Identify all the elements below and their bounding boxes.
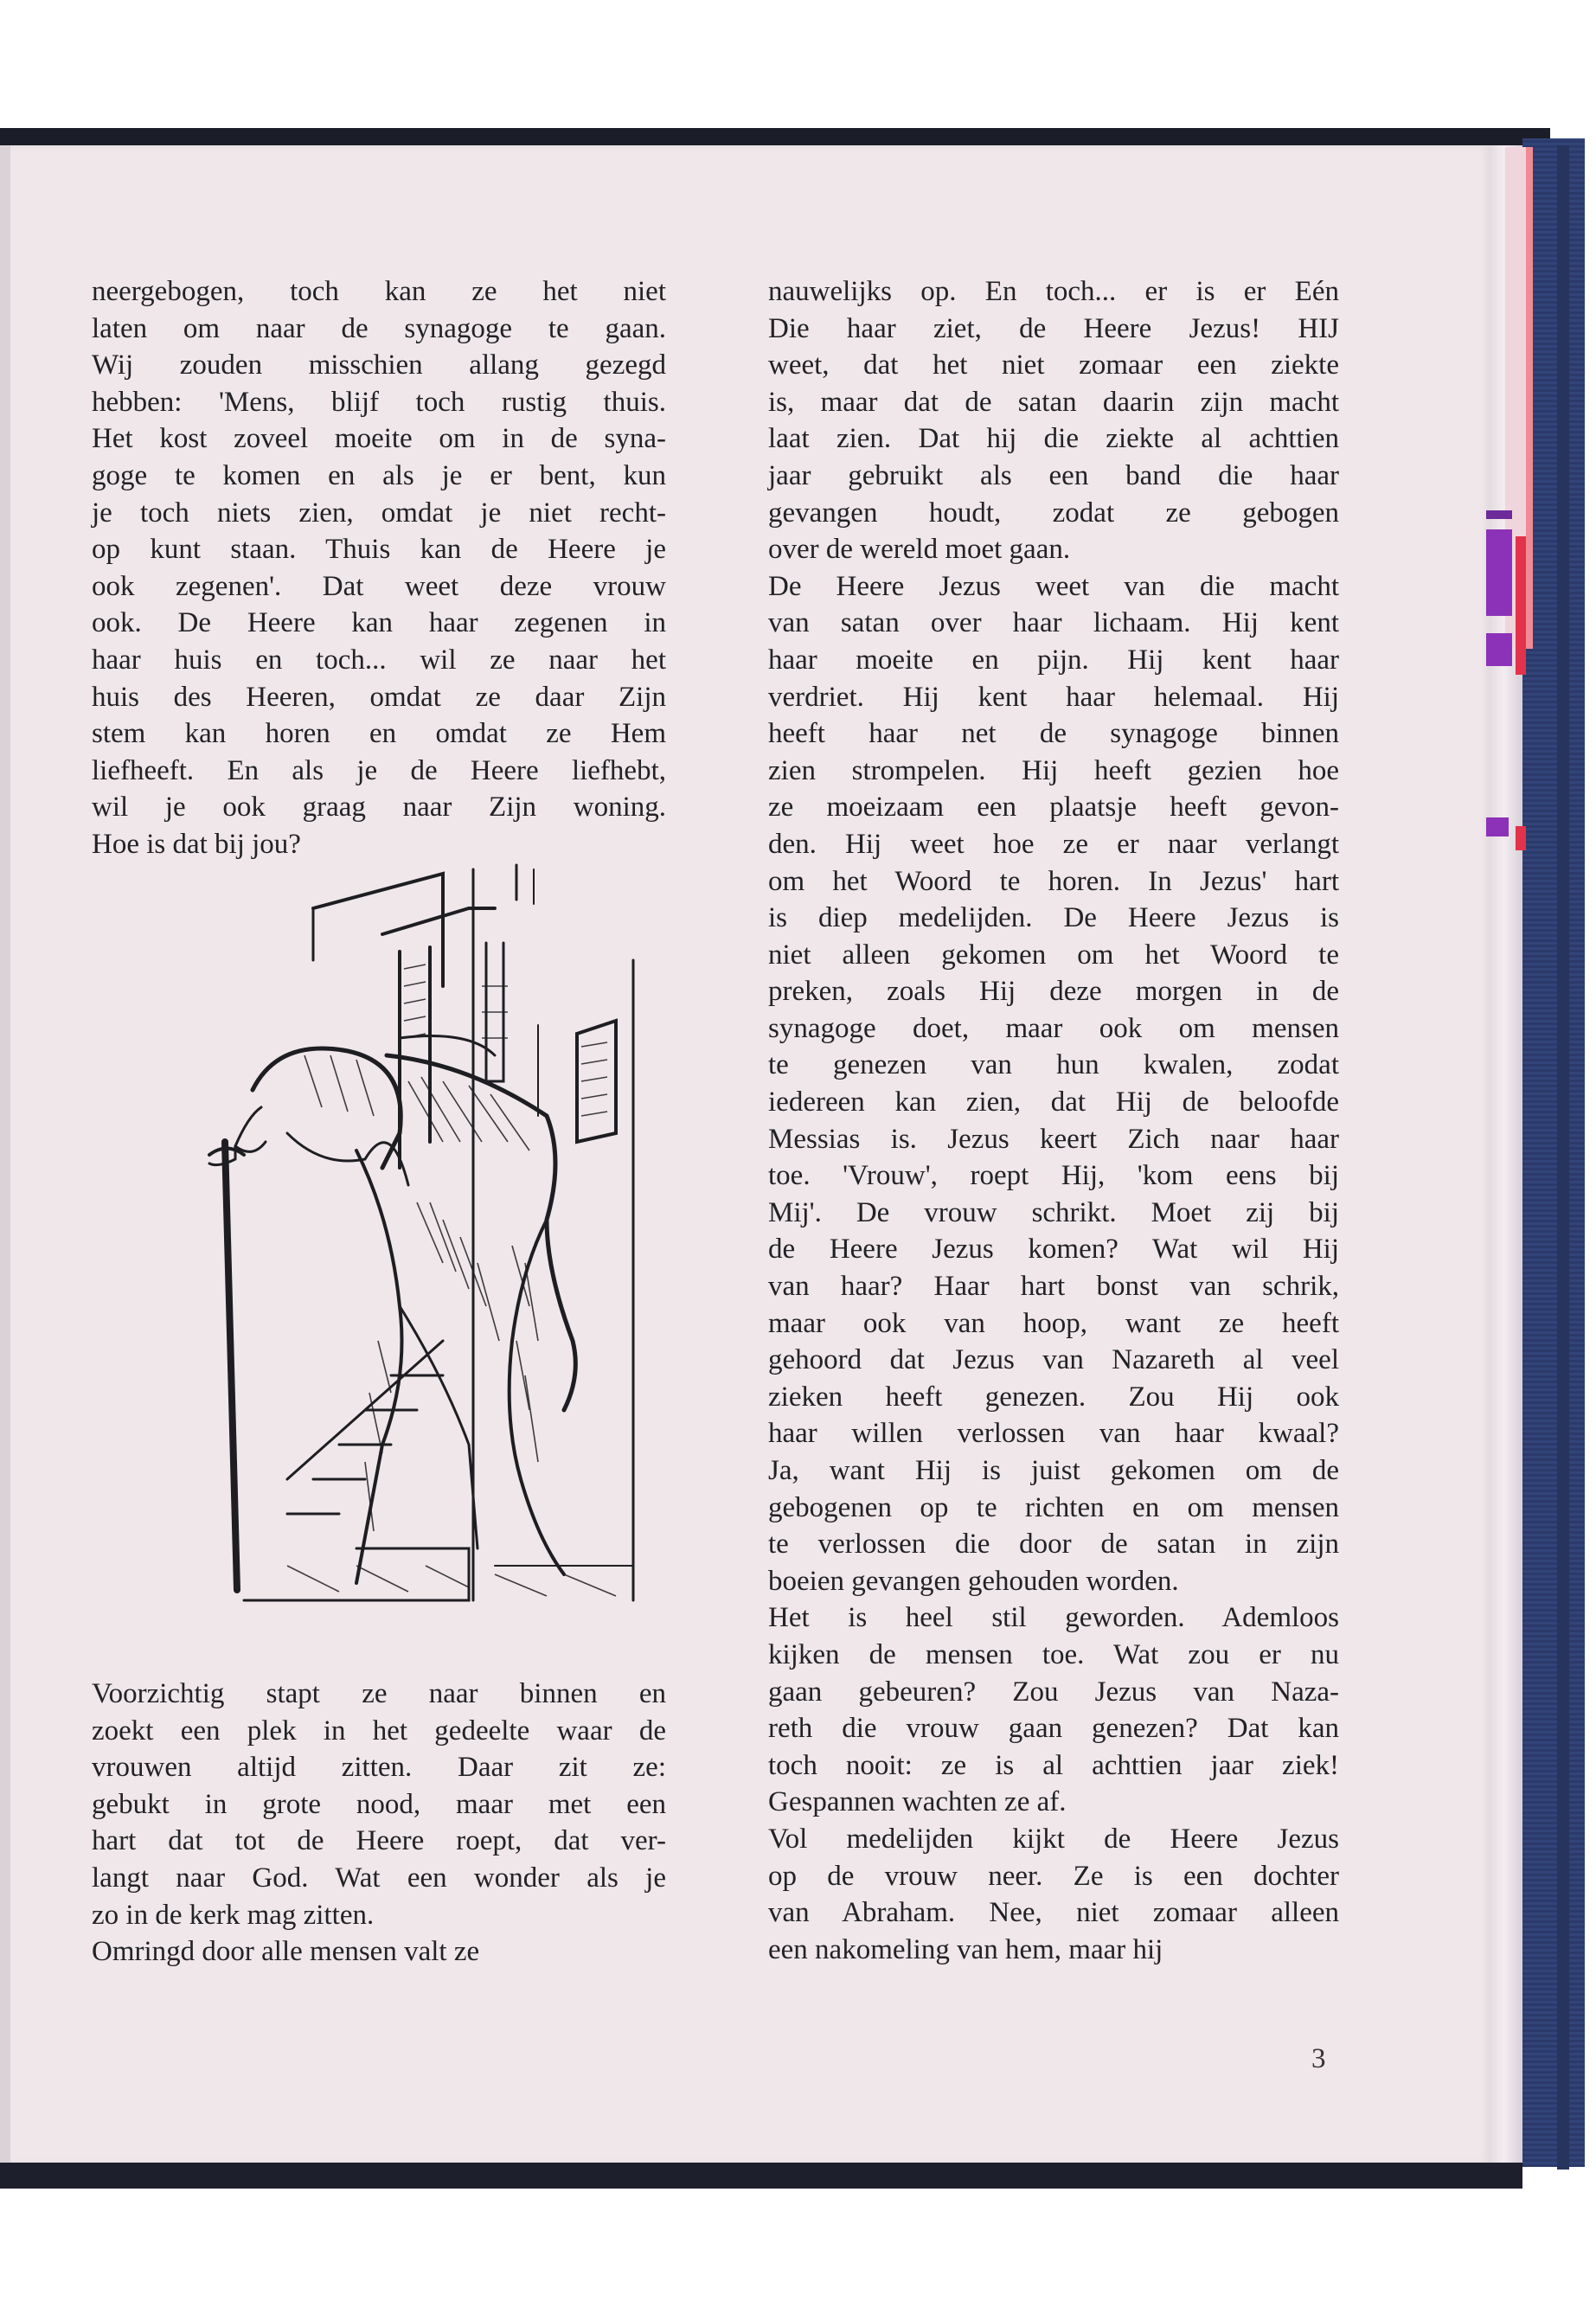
text-line: wil je ook graag naar Zijn woning. — [92, 792, 666, 824]
text-line: over de wereld moet gaan. — [768, 534, 1071, 566]
text-line: om het Woord te horen. In Jezus' hart — [768, 865, 1339, 897]
right-column-text — [768, 273, 1339, 1968]
text-line: zo in de kerk mag zitten. — [92, 1899, 375, 1931]
text-line: kijken de mensen toe. Wat zou er nu — [768, 1638, 1339, 1670]
scan-bottom-edge — [0, 2163, 1522, 2189]
text-line: De Heere Jezus weet van die macht — [768, 570, 1339, 602]
text-line: iedereen kan zien, dat Hij de beloofde — [768, 1086, 1339, 1118]
text-line: gevangen houdt, zodat ze gebogen — [768, 497, 1339, 529]
text-line: gaan gebeuren? Zou Jezus van Naza- — [768, 1676, 1339, 1708]
text-line: hebben: 'Mens, blijf toch rustig thuis. — [92, 386, 666, 418]
text-line: gebukt in grote nood, maar met een — [92, 1788, 666, 1820]
text-line: een nakomeling van hem, maar hij — [768, 1933, 1163, 1965]
text-line: Vol medelijden kijkt de Heere Jezus — [768, 1823, 1339, 1855]
text-line: laten om naar de synagoge te gaan. — [92, 312, 666, 344]
text-line: jaar gebruikt als een band die haar — [768, 459, 1339, 491]
bent-woman-with-cane-icon — [183, 856, 673, 1611]
text-line: Het is heel stil geworden. Ademloos — [768, 1602, 1339, 1634]
index-tab — [1486, 510, 1512, 519]
text-line: niet alleen gekomen om het Woord te — [768, 939, 1339, 971]
text-line: den. Hij weet hoe ze er naar verlangt — [768, 828, 1339, 860]
text-line: boeien gevangen gehouden worden. — [768, 1565, 1179, 1597]
text-line: van satan over haar lichaam. Hij kent — [768, 607, 1339, 639]
text-line: van haar? Haar hart bonst van schrik, — [768, 1271, 1339, 1303]
text-line: Messias is. Jezus keert Zich naar haar — [768, 1123, 1339, 1155]
text-line: huis des Heeren, omdat ze daar Zijn — [92, 681, 666, 713]
text-line: te genezen van hun kwalen, zodat — [768, 1049, 1339, 1081]
text-line: synagoge doet, maar ook om mensen — [768, 1012, 1339, 1044]
text-line: verdriet. Hij kent haar helemaal. Hij — [768, 681, 1339, 713]
book-cover-spine — [1557, 145, 1569, 2170]
text-line: toch nooit: ze is al achttien jaar ziek! — [768, 1749, 1339, 1781]
text-line: op de vrouw neer. Ze is een dochter — [768, 1860, 1339, 1892]
text-line: Ja, want Hij is juist gekomen om de — [768, 1455, 1339, 1486]
left-column-bottom-text — [92, 1676, 666, 1971]
left-column-top-text — [92, 273, 666, 863]
text-line: haar moeite en pijn. Hij kent haar — [768, 644, 1339, 676]
text-line: laat zien. Dat hij die ziekte al achttien — [768, 423, 1339, 455]
text-line: je toch niets zien, omdat je niet recht- — [92, 497, 666, 529]
text-line: langt naar God. Wat een wonder als je — [92, 1862, 666, 1894]
text-line: preken, zoals Hij deze morgen in de — [768, 976, 1339, 1008]
text-line: te verlossen die door de satan in zijn — [768, 1529, 1339, 1561]
text-line: Gespannen wachten ze af. — [768, 1786, 1067, 1818]
text-line: liefheeft. En als je de Heere liefhebt, — [92, 754, 666, 786]
text-line: is, maar dat de satan daarin zijn macht — [768, 386, 1339, 418]
text-line: hart dat tot de Heere roept, dat ver- — [92, 1825, 666, 1857]
index-tab — [1486, 633, 1512, 666]
text-line: van Abraham. Nee, niet zomaar alleen — [768, 1897, 1339, 1929]
text-line: stem kan horen en omdat ze Hem — [92, 718, 666, 750]
page-edge-red-strip — [1526, 147, 1533, 649]
text-line: Omringd door alle mensen valt ze — [92, 1936, 480, 1968]
text-line: Wij zouden misschien allang gezegd — [92, 349, 666, 381]
text-line: zoekt een plek in het gedeelte waar de — [92, 1715, 666, 1747]
text-line: de Heere Jezus komen? Wat wil Hij — [768, 1234, 1339, 1266]
index-mark — [1516, 640, 1526, 675]
index-tab — [1486, 529, 1512, 616]
text-line: is diep medelijden. De Heere Jezus is — [768, 902, 1339, 934]
text-line: Voorzichtig stapt ze naar binnen en — [92, 1678, 666, 1709]
text-line: reth die vrouw gaan genezen? Dat kan — [768, 1713, 1339, 1745]
text-line: haar huis en toch... wil ze naar het — [92, 644, 666, 676]
text-line: heeft haar net de synagoge binnen — [768, 718, 1339, 750]
text-line: toe. 'Vrouw', roept Hij, 'kom eens bij — [768, 1160, 1339, 1192]
text-line: neergebogen, toch kan ze het niet — [92, 276, 666, 307]
text-line: zien strompelen. Hij heeft gezien hoe — [768, 754, 1339, 786]
text-line: Hoe is dat bij jou? — [92, 828, 301, 860]
text-line: goge te komen en als je er bent, kun — [92, 459, 666, 491]
text-line: Die haar ziet, de Heere Jezus! HIJ — [768, 312, 1339, 344]
text-line: gehoord dat Jezus van Nazareth al veel — [768, 1344, 1339, 1376]
text-line: zieken heeft genezen. Zou Hij ook — [768, 1381, 1339, 1413]
text-line: maar ook van hoop, want ze heeft — [768, 1307, 1339, 1339]
text-line: op kunt staan. Thuis kan de Heere je — [92, 534, 666, 566]
index-mark — [1516, 826, 1526, 850]
text-line: nauwelijks op. En toch... er is er Eén — [768, 276, 1339, 307]
text-line: weet, dat het niet zomaar een ziekte — [768, 349, 1339, 381]
text-line: ook zegenen'. Dat weet deze vrouw — [92, 570, 666, 602]
text-line: Mij'. De vrouw schrikt. Moet zij bij — [768, 1196, 1339, 1228]
text-line: gebogenen op te richten en om mensen — [768, 1491, 1339, 1523]
page-number: 3 — [1311, 2043, 1326, 2074]
text-line: haar willen verlossen van haar kwaal? — [768, 1418, 1339, 1450]
index-tab — [1486, 817, 1509, 836]
text-line: ook. De Heere kan haar zegenen in — [92, 607, 666, 639]
text-line: vrouwen altijd zitten. Daar zit ze: — [92, 1752, 666, 1784]
text-line: Het kost zoveel moeite om in de syna- — [92, 423, 666, 455]
text-line: ze moeizaam een plaatsje heeft gevon- — [768, 792, 1339, 824]
